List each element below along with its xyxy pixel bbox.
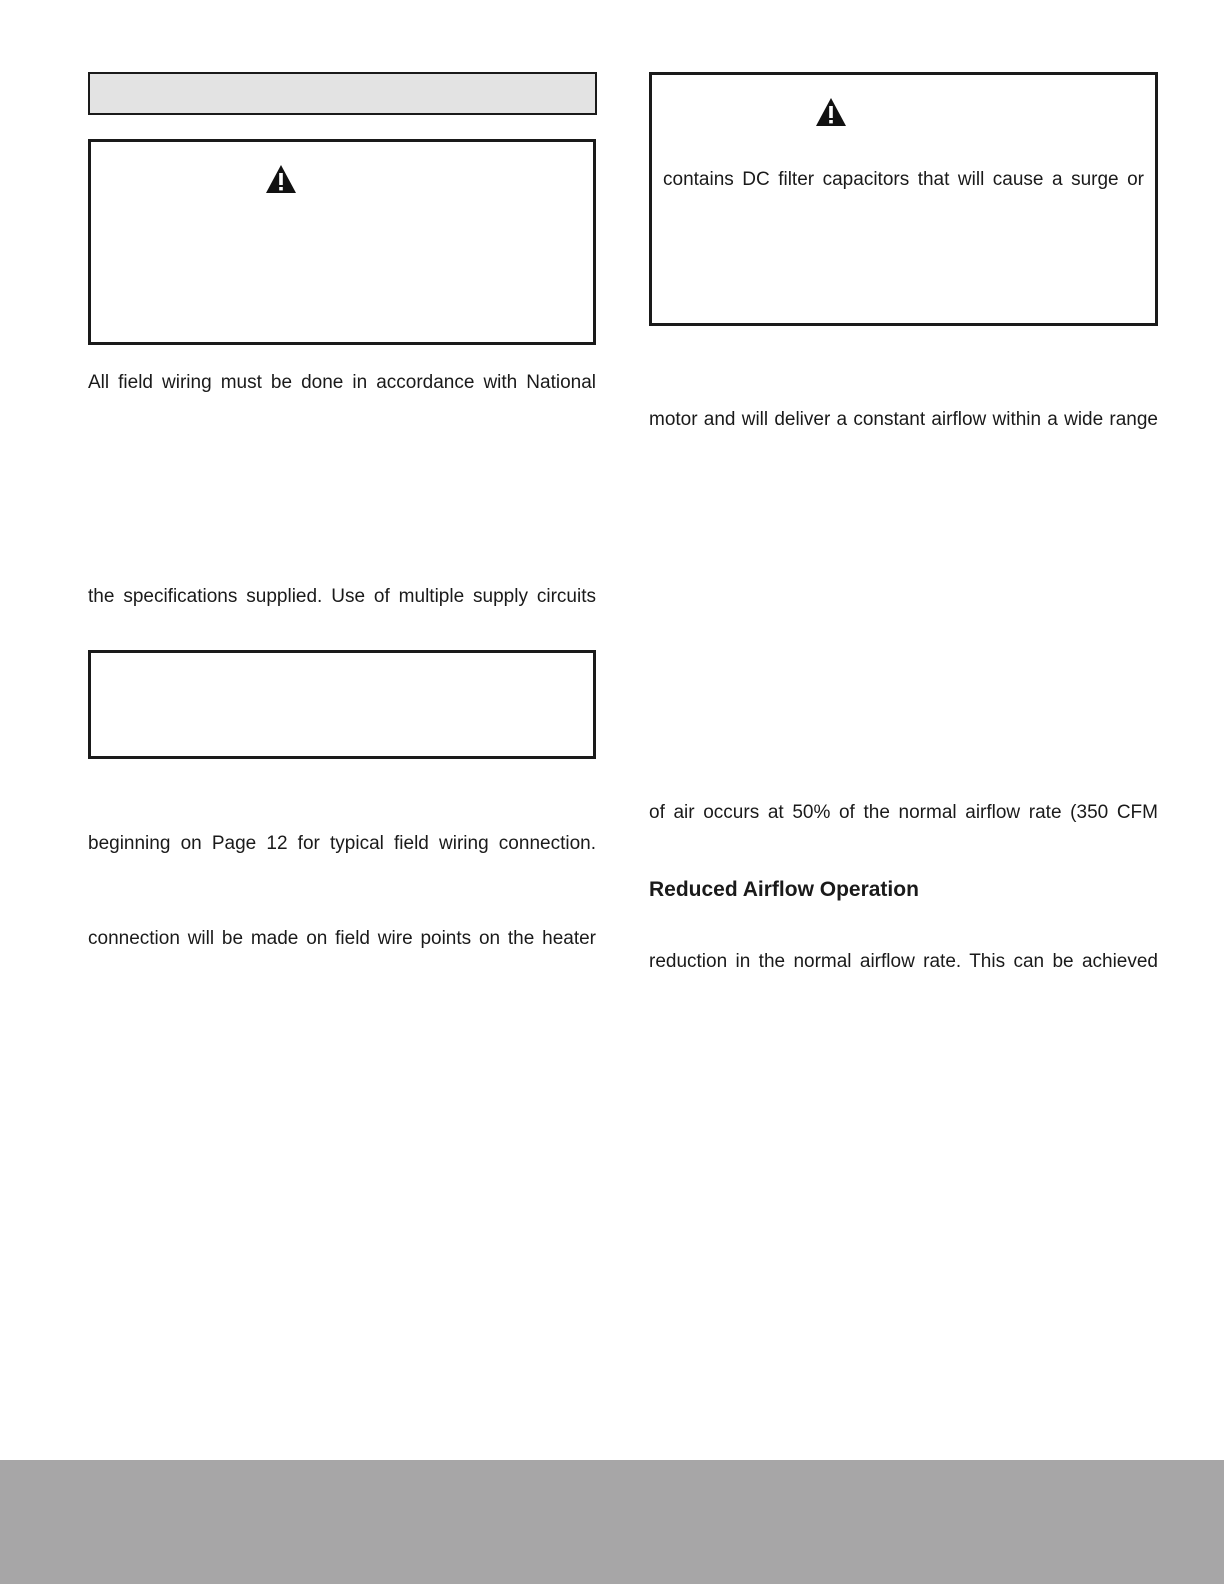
left-paragraph-line-1: All field wiring must be done in accordance with National <box>88 372 596 393</box>
warning-triangle-icon <box>815 97 847 127</box>
right-paragraph-line-1: motor and will deliver a constant airflow within a wide range <box>649 409 1158 430</box>
section-heading-reduced-airflow: Reduced Airflow Operation <box>649 878 919 901</box>
right-paragraph-line-2: of air occurs at 50% of the normal airflow rate (350 CFM <box>649 802 1158 823</box>
left-paragraph-line-2: the specifications supplied. Use of multiple supply circuits <box>88 586 596 607</box>
left-paragraph-line-3: beginning on Page 12 for typical field wiring connection. <box>88 833 596 854</box>
right-paragraph-line-3: reduction in the normal airflow rate. This can be achieved <box>649 951 1158 972</box>
warning-triangle-icon <box>265 164 297 194</box>
warning-text-line: contains DC filter capacitors that will cause a surge or <box>663 169 1144 190</box>
section-header-bar <box>88 72 597 115</box>
warning-box-left <box>88 139 596 345</box>
warning-box-right <box>649 72 1158 326</box>
footer-band <box>0 1460 1224 1584</box>
left-paragraph-line-4: connection will be made on field wire points on the heater <box>88 928 596 949</box>
note-box-left <box>88 650 596 759</box>
